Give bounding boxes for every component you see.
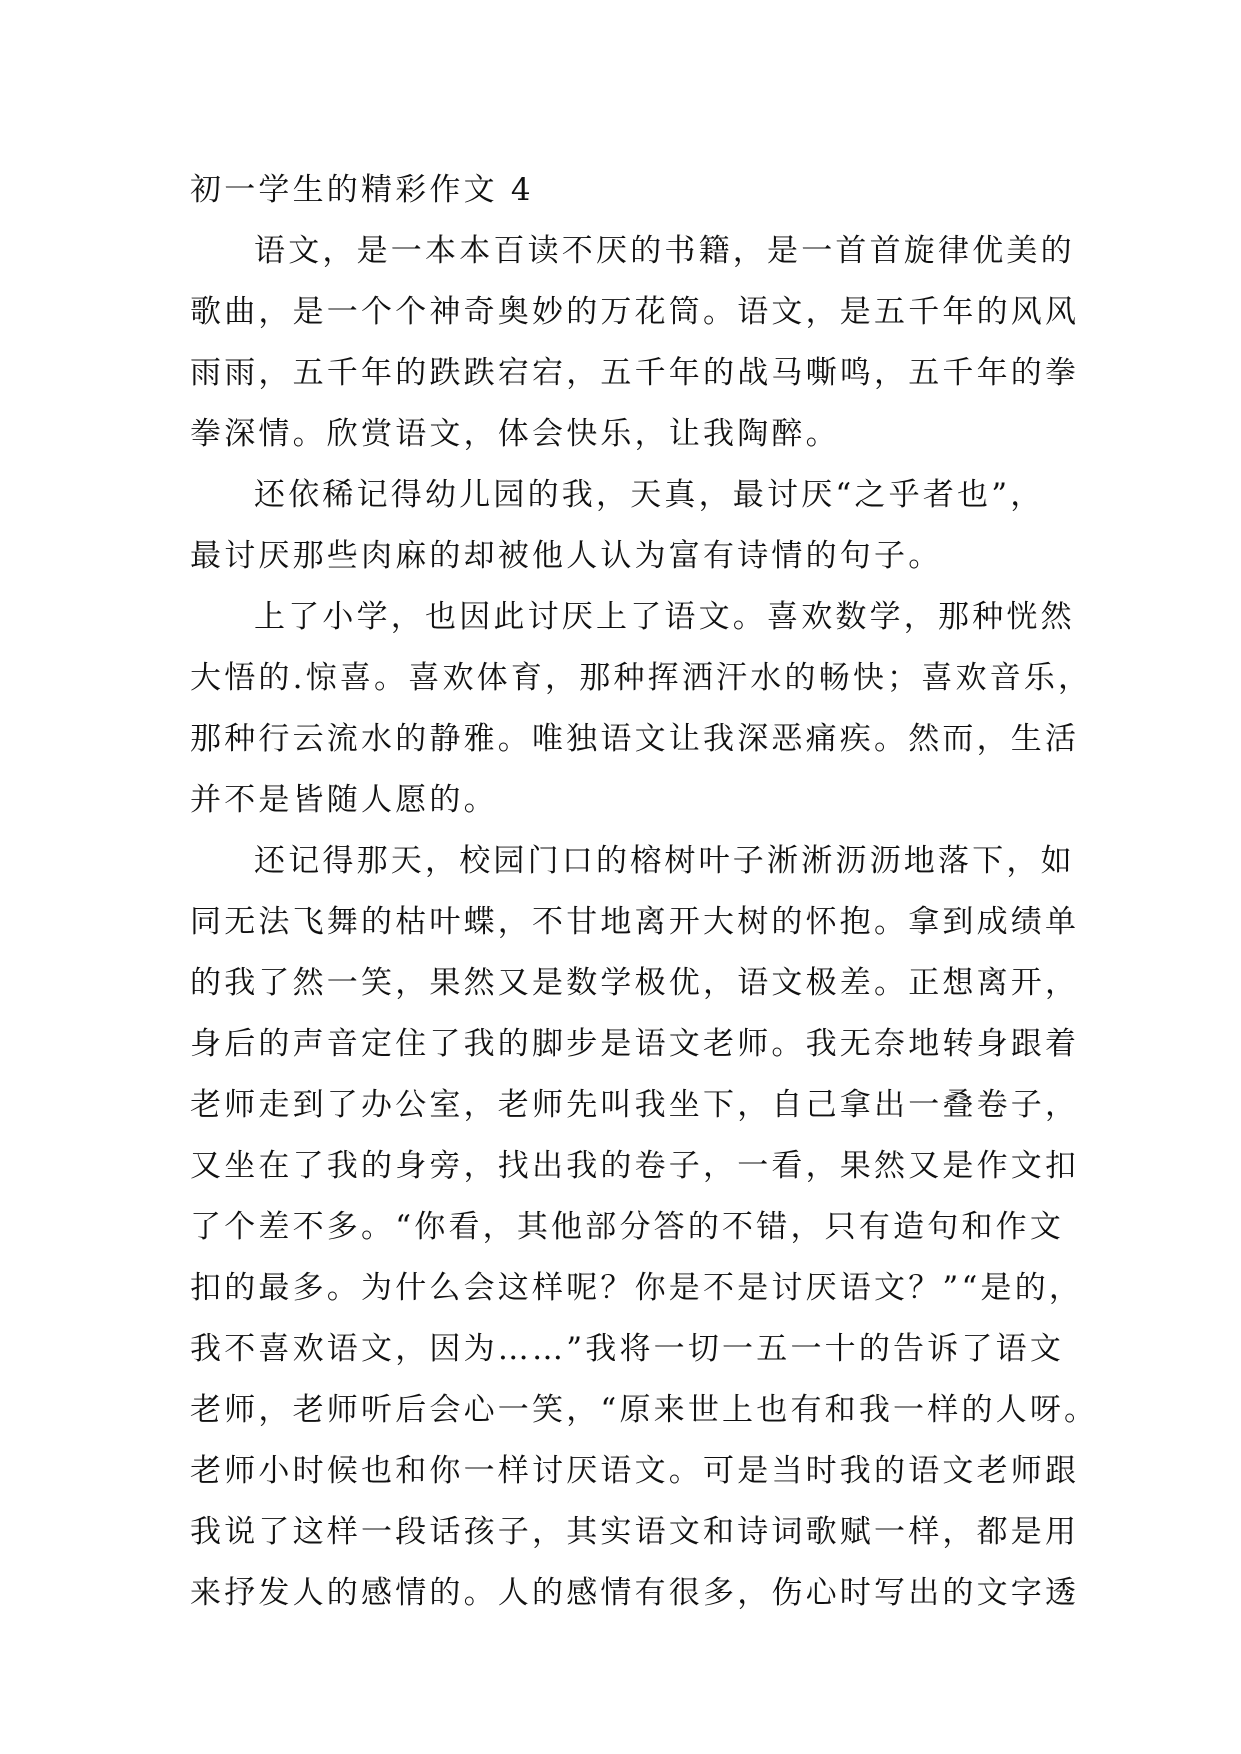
paragraph-4-line-13: 来抒发人的感情的。人的感情有很多，伤心时写出的文字透	[190, 1575, 1080, 1611]
paragraph-1-line-2: 歌曲，是一个个神奇奥妙的万花筒。语文，是五千年的风风	[190, 294, 1080, 330]
paragraph-3-line-1: 上了小学，也因此讨厌上了语文。喜欢数学，那种恍然	[254, 599, 1075, 635]
paragraph-2-line-1: 还依稀记得幼儿园的我，天真，最讨厌“之乎者也”，	[254, 477, 1045, 513]
paragraph-1-line-1: 语文，是一本本百读不厌的书籍，是一首首旋律优美的	[254, 233, 1075, 269]
paragraph-4-line-5: 老师走到了办公室，老师先叫我坐下，自己拿出一叠卷子，	[190, 1087, 1080, 1123]
paragraph-4-line-11: 老师小时候也和你一样讨厌语文。可是当时我的语文老师跟	[190, 1453, 1080, 1489]
paragraph-4-line-8: 扣的最多。为什么会这样呢？你是不是讨厌语文？”“是的，	[190, 1270, 1084, 1306]
paragraph-4-line-12: 我说了这样一段话孩子，其实语文和诗词歌赋一样，都是用	[190, 1514, 1080, 1550]
paragraph-4-line-2: 同无法飞舞的枯叶蝶，不甘地离开大树的怀抱。拿到成绩单	[190, 904, 1080, 940]
paragraph-1-line-4: 拳深情。欣赏语文，体会快乐，让我陶醉。	[190, 416, 840, 452]
paragraph-3-line-2: 大悟的.惊喜。喜欢体育，那种挥洒汗水的畅快；喜欢音乐，	[190, 660, 1093, 696]
paragraph-4-line-10: 老师，老师听后会心一笑，“原来世上也有和我一样的人呀。	[190, 1392, 1099, 1428]
paragraph-4-line-6: 又坐在了我的身旁，找出我的卷子，一看，果然又是作文扣	[190, 1148, 1080, 1184]
paragraph-3-line-4: 并不是皆随人愿的。	[190, 782, 498, 818]
paragraph-4-line-7: 了个差不多。“你看，其他部分答的不错，只有造句和作文	[190, 1209, 1065, 1245]
paragraph-4-line-3: 的我了然一笑，果然又是数学极优，语文极差。正想离开，	[190, 965, 1080, 1001]
essay-body	[190, 160, 1099, 1624]
paragraph-3-line-3: 那种行云流水的静雅。唯独语文让我深恶痛疾。然而，生活	[190, 721, 1080, 757]
paragraph-4-line-1: 还记得那天，校园门口的榕树叶子淅淅沥沥地落下，如	[254, 843, 1075, 879]
paragraph-4-line-4: 身后的声音定住了我的脚步是语文老师。我无奈地转身跟着	[190, 1026, 1080, 1062]
paragraph-4-line-9: 我不喜欢语文，因为……”我将一切一五一十的告诉了语文	[190, 1331, 1065, 1367]
paragraph-1-line-3: 雨雨，五千年的跌跌宕宕，五千年的战马嘶鸣，五千年的拳	[190, 355, 1080, 391]
essay-title: 初一学生的精彩作文 4	[190, 172, 534, 208]
paragraph-2-line-2: 最讨厌那些肉麻的却被他人认为富有诗情的句子。	[190, 538, 943, 574]
